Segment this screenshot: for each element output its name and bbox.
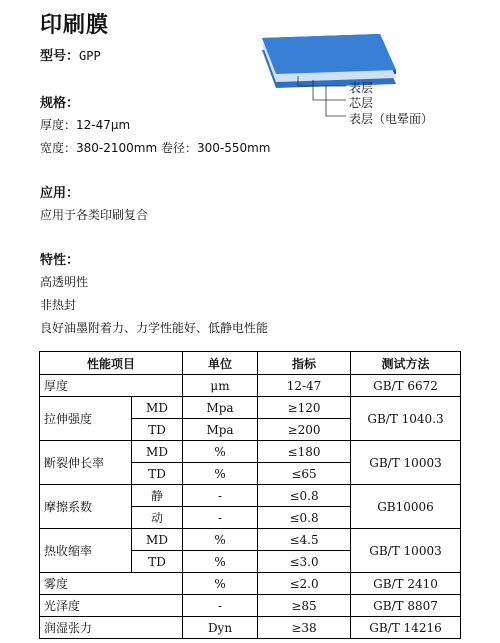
page-title: 印刷膜 <box>40 13 110 38</box>
model-label: 型号： <box>40 49 80 64</box>
label-core-layer: 芯层 <box>349 96 374 110</box>
model-line <box>40 45 101 64</box>
label-surface-layer: 表层 <box>349 81 374 95</box>
application-text: 应用于各类印刷复合 <box>40 208 149 222</box>
table-row: TD % ≤3.0 <box>40 551 461 573</box>
header-value: 指标 <box>258 352 351 375</box>
feature-item: 非热封 <box>40 298 77 312</box>
model-value: GPP <box>79 49 101 63</box>
properties-table <box>39 351 461 639</box>
spec-width: 宽度：380-2100mm 卷径：300-550mm <box>40 141 271 155</box>
table-row: 动 - ≤0.8 <box>40 507 461 529</box>
header-unit: 单位 <box>183 352 258 375</box>
table-row: 厚度 μm 12-47 GB/T 6672 <box>40 375 461 397</box>
table-row: 热收缩率 MD % ≤4.5 GB/T 10003 <box>40 529 461 551</box>
application-heading: 应用： <box>40 186 80 201</box>
feature-item: 高透明性 <box>40 275 89 289</box>
table-row: 雾度 % ≤2.0 GB/T 2410 <box>40 573 461 595</box>
table-row: TD % ≤65 <box>40 463 461 485</box>
spec-thickness: 厚度：12-47μm <box>40 118 131 132</box>
spec-heading: 规格： <box>40 96 80 111</box>
table-row: 润湿张力 Dyn ≥38 GB/T 14216 <box>40 617 461 639</box>
header-method: 测试方法 <box>351 352 461 375</box>
table-row: TD Mpa ≥200 <box>40 419 461 441</box>
feature-item: 良好油墨附着力、力学性能好、低静电性能 <box>40 321 269 335</box>
table-row: 拉伸强度 MD Mpa ≥120 GB/T 1040.3 <box>40 397 461 419</box>
header-property: 性能项目 <box>40 352 183 375</box>
table-row: 摩擦系数 静 - ≤0.8 GB10006 <box>40 485 461 507</box>
label-corona-layer: 表层（电晕面） <box>349 112 434 126</box>
table-row: 断裂伸长率 MD % ≤180 GB/T 10003 <box>40 441 461 463</box>
table-header-row <box>40 352 461 375</box>
features-heading: 特性： <box>40 253 80 268</box>
table-row: 光泽度 - ≥85 GB/T 8807 <box>40 595 461 617</box>
